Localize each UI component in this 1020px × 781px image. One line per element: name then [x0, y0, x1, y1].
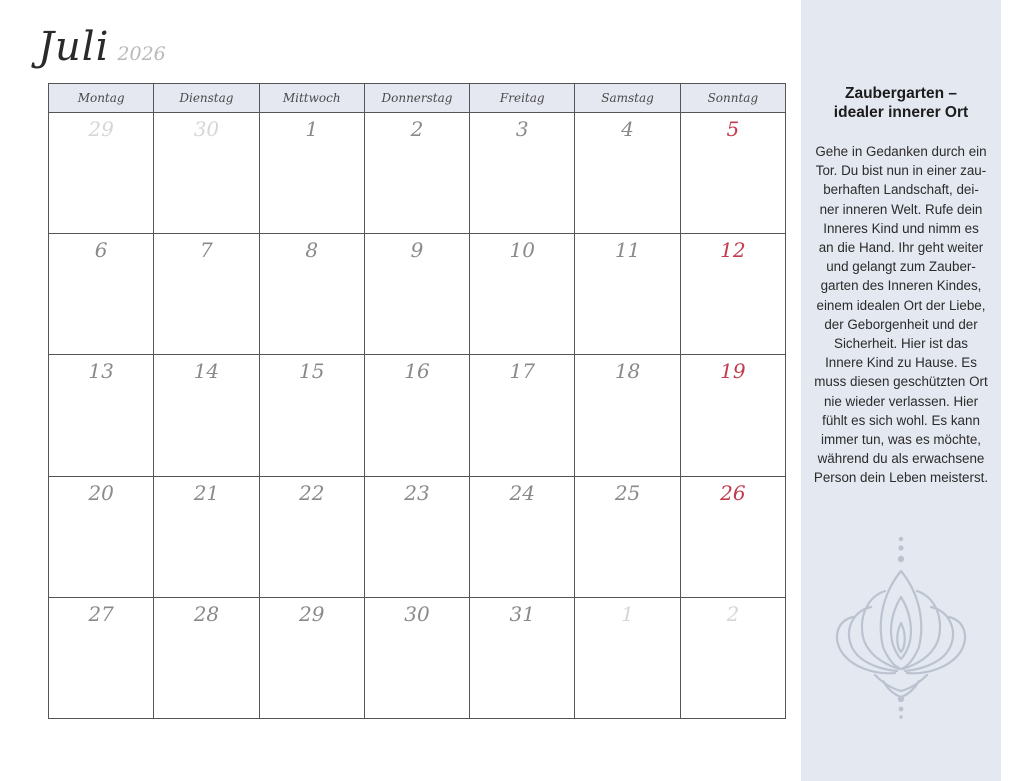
day-number: 12 [720, 238, 746, 263]
day-cell [49, 355, 154, 476]
weekday-header-row [49, 84, 786, 113]
day-number: 4 [621, 117, 634, 141]
sidebar-text-line: an die Hand. Ihr geht weiter [818, 240, 984, 256]
day-number: 22 [298, 480, 325, 505]
day-number: 30 [193, 117, 220, 141]
day-number: 3 [515, 117, 529, 141]
sidebar-text-line: einem idealen Ort der Liebe, [816, 297, 986, 313]
sidebar-text-line: Tor. Du bist nun in einer zau- [815, 163, 987, 179]
day-cell [364, 597, 469, 718]
day-cell [154, 113, 259, 234]
day-cell [259, 113, 364, 234]
sidebar-title-line: Zaubergarten – [845, 85, 957, 102]
year-label: 2026 [117, 43, 166, 65]
day-cell [680, 113, 785, 234]
day-cell [364, 476, 469, 597]
day-number: 8 [305, 238, 319, 263]
day-number: 26 [720, 480, 746, 505]
day-cell [154, 234, 259, 355]
day-cell [49, 476, 154, 597]
day-number: 30 [404, 601, 430, 626]
day-cell [680, 355, 785, 476]
day-number: 2 [410, 117, 424, 141]
day-number: 9 [410, 238, 424, 263]
sidebar-text-line: Person dein Leben meisterst. [813, 470, 989, 486]
day-cell [470, 355, 575, 476]
day-number: 1 [621, 601, 634, 626]
day-number: 29 [88, 117, 114, 141]
week-row [49, 355, 786, 476]
sidebar-text-line: nie wieder verlassen. Hier [823, 393, 979, 409]
weekday-header: Dienstag [154, 84, 259, 113]
day-number: 23 [404, 480, 430, 505]
day-cell [680, 234, 785, 355]
day-number: 28 [193, 601, 220, 626]
day-cell [680, 597, 785, 718]
day-cell [154, 597, 259, 718]
week-row [49, 234, 786, 355]
weekday-header: Mittwoch [259, 84, 364, 113]
day-number: 17 [509, 359, 535, 384]
day-cell [259, 476, 364, 597]
sidebar-text-line: fühlt es sich wohl. Es kann [822, 412, 980, 428]
sidebar-text [809, 142, 993, 488]
day-number: 18 [614, 359, 641, 384]
sidebar-text-line: immer tun, was es möchte, [821, 432, 981, 448]
sidebar-text-line: der Geborgenheit und der [824, 316, 978, 332]
day-cell [575, 234, 680, 355]
day-cell [364, 355, 469, 476]
day-number: 25 [614, 480, 641, 505]
day-number: 1 [305, 117, 319, 141]
weekday-header: Samstag [575, 84, 680, 113]
day-cell [470, 234, 575, 355]
week-row [49, 476, 786, 597]
sidebar-text-line: ner inneren Welt. Rufe dein [819, 201, 983, 217]
day-cell [575, 476, 680, 597]
day-cell [154, 355, 259, 476]
sidebar-text-line: Sicherheit. Hier ist das [834, 336, 968, 352]
day-number: 29 [298, 601, 325, 626]
day-number: 10 [509, 238, 535, 263]
sidebar-text-line: berhaften Landschaft, dei- [823, 182, 979, 198]
day-cell [364, 113, 469, 234]
day-cell [680, 476, 785, 597]
sidebar-text-line: Innere Kind zu Hause. Es [825, 355, 977, 371]
day-number: 11 [614, 238, 641, 263]
week-row [49, 113, 786, 234]
weekday-header: Freitag [470, 84, 575, 113]
sidebar-text-line: garten des Inneren Kindes, [820, 278, 982, 294]
day-number: 21 [193, 480, 220, 505]
sidebar-title [801, 84, 1001, 122]
sidebar-panel [801, 0, 1001, 781]
weekday-header: Sonntag [680, 84, 785, 113]
sidebar-text-line: Gehe in Gedanken durch ein [815, 144, 987, 159]
day-number: 20 [88, 480, 114, 505]
page-title [38, 24, 166, 80]
day-cell [154, 476, 259, 597]
sidebar-text-line: während du als erwachsene [817, 451, 985, 467]
sidebar-text-line: und gelangt zum Zauber- [826, 259, 976, 275]
day-number: 15 [298, 359, 325, 384]
sidebar-title-line: idealer innerer Ort [833, 104, 969, 121]
day-cell [49, 597, 154, 718]
day-cell [470, 113, 575, 234]
day-cell [49, 234, 154, 355]
calendar-grid [48, 83, 786, 719]
sidebar-text-line: muss diesen geschützten Ort [814, 374, 988, 390]
week-row [49, 597, 786, 718]
day-number: 14 [193, 359, 220, 384]
day-cell [575, 597, 680, 718]
day-number: 6 [94, 238, 108, 263]
day-cell [49, 113, 154, 234]
day-cell [364, 234, 469, 355]
day-number: 19 [720, 359, 746, 384]
day-number: 13 [88, 359, 114, 384]
day-number: 7 [200, 238, 213, 263]
lotus-icon [831, 535, 971, 720]
day-cell [470, 597, 575, 718]
day-number: 2 [726, 601, 740, 626]
day-cell [259, 234, 364, 355]
weekday-header: Montag [49, 84, 154, 113]
day-cell [470, 476, 575, 597]
day-number: 31 [509, 601, 535, 626]
day-number: 16 [404, 359, 430, 384]
day-cell [259, 597, 364, 718]
weekday-header: Donnerstag [364, 84, 469, 113]
day-number: 5 [726, 117, 740, 141]
day-number: 27 [88, 601, 114, 626]
sidebar-text-line: Inneres Kind und nimm es [823, 220, 979, 236]
day-number: 24 [509, 480, 535, 505]
day-cell [575, 355, 680, 476]
month-name: Juli [38, 24, 110, 70]
day-cell [259, 355, 364, 476]
day-cell [575, 113, 680, 234]
